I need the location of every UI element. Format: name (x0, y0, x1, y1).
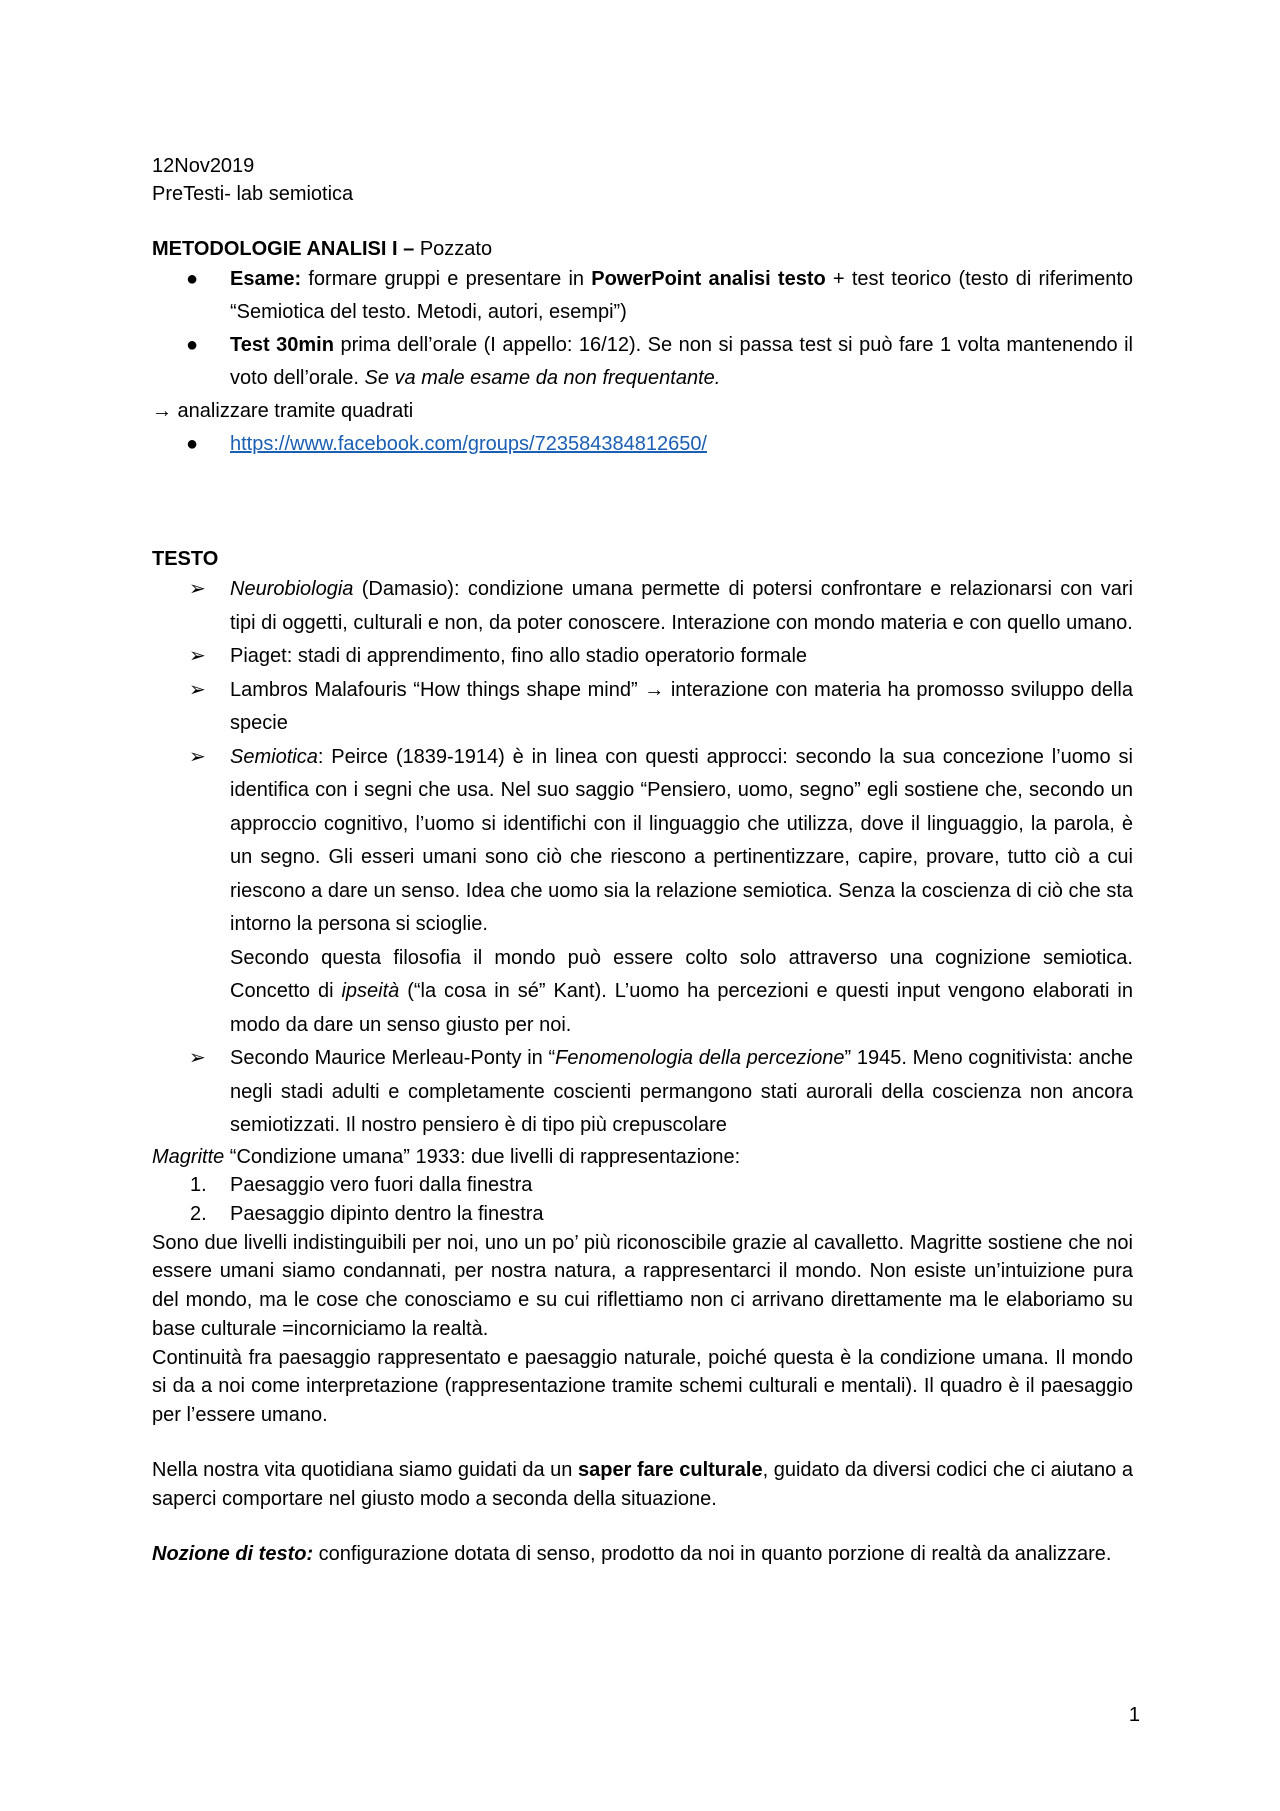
text-run: → analizzare tramite quadrati (152, 400, 414, 422)
numbered-item (152, 1200, 1133, 1229)
magritte-intro (152, 1143, 1133, 1171)
italic-text: ipseità (341, 980, 400, 1002)
text-run: prima dell’orale (I appello: 16/12). Se non si passa test si può fare 1 volta mantenendo il voto dell’orale. (230, 334, 1133, 389)
testo-bullet-item (152, 640, 1133, 674)
facebook-group-link[interactable]: https://www.facebook.com/groups/723584384812650/ (230, 433, 707, 455)
exam-bullet-item (152, 329, 1133, 395)
bullet-icon: ● (186, 334, 199, 356)
nozione-di-testo-paragraph (152, 1540, 1133, 1569)
text-run: formare gruppi e presentare in (301, 268, 592, 290)
list-number: 2. (190, 1202, 207, 1225)
text-run: Paesaggio dipinto dentro la finestra (230, 1202, 544, 1225)
magritte-paragraph-2 (152, 1344, 1133, 1430)
italic-text: Fenomenologia della percezione (555, 1047, 845, 1069)
bold-text: METODOLOGIE ANALISI I – (152, 238, 420, 260)
text-run: Secondo Maurice Merleau-Ponty in “ (230, 1047, 556, 1069)
text-run: (Damasio): condizione umana permette di potersi confrontare e relazionarsi con vari tipi di oggetti, culturali e non, da poter conoscere. Interazione con mondo materia e con quello umano. (230, 578, 1133, 634)
text-run: “Condizione umana” 1933: due livelli di rappresentazione: (224, 1145, 741, 1168)
text-run: Pozzato (419, 238, 493, 260)
section-title-metodologie (152, 235, 1133, 263)
text-run: ” 1945. Meno cognitivista: anche negli stadi adulti e completamente coscienti permangono stati aurorali della coscienza non ancora semiotizzati. Il nostro pensiero è di tipo più crepuscolare (230, 1047, 1133, 1136)
testo-bullet-list (152, 573, 1133, 1143)
exam-bullet-item (152, 263, 1133, 329)
text-run: (“la cosa in sé” Kant). L’uomo ha percezioni e questi input vengono elaborati in modo da dare un senso giusto per noi. (230, 980, 1133, 1036)
testo-bullet-item (152, 741, 1133, 1043)
arrow-bullet-icon: ➢ (189, 578, 206, 600)
saper-fare-paragraph (152, 1456, 1133, 1514)
italic-text: Magritte (152, 1145, 225, 1168)
section-title-testo (152, 545, 1133, 573)
testo-bullet-item (152, 674, 1133, 741)
italic-text: Se va male esame da non frequentante. (364, 367, 721, 389)
date-line: 12Nov2019 (152, 155, 255, 177)
text-run: + test teorico (testo di riferimento “Semiotica del testo. Metodi, autori, esempi”) (230, 268, 1133, 323)
text-run: Sono due livelli indistinguibili per noi, uno un po’ più riconoscibile grazie al cavalletto. Magritte sostiene che noi essere umani siamo condannati, per nostra natura, a rappresentarci il mondo. Non esiste un’intuizione pura del mondo, ma le cose che conosciamo e su cui riflettiamo non ci arrivano direttamente ma le elaboriamo su base culturale =incorniciamo la realtà. (152, 1231, 1133, 1340)
arrow-note (152, 395, 1133, 428)
magritte-paragraph-1 (152, 1229, 1133, 1344)
page-number: 1 (1128, 1704, 1140, 1726)
numbered-item (152, 1171, 1133, 1200)
link-bullet-list (152, 428, 1133, 461)
italic-text: Neurobiologia (230, 578, 354, 600)
list-number: 1. (190, 1173, 207, 1196)
link-bullet-item (152, 428, 1133, 461)
italic-text: Semiotica (230, 745, 318, 768)
bold-text: PowerPoint analisi testo (591, 268, 826, 290)
bullet-continuation (230, 942, 1133, 1043)
exam-bullet-list (152, 263, 1133, 395)
text-run: Continuità fra paesaggio rappresentato e paesaggio naturale, poiché questa è la condizione umana. Il mondo si da a noi come interpretazione (rappresentazione tramite schemi culturali e mentali). Il quadro è il paesaggio per l’essere umano. (152, 1346, 1133, 1427)
page-content (152, 152, 1133, 1568)
testo-bullet-item (152, 573, 1133, 640)
text-run: Secondo questa filosofia il mondo può essere colto solo attraverso una cognizione semiotica. Concetto di (230, 946, 1133, 1002)
bullet-icon: ● (186, 433, 199, 455)
text-run: Nella nostra vita quotidiana siamo guidati da un (152, 1459, 579, 1482)
arrow-bullet-icon: ➢ (189, 678, 206, 701)
arrow-bullet-icon: ➢ (189, 1047, 206, 1069)
bold-text: Esame: (230, 268, 302, 290)
bullet-icon: ● (186, 268, 199, 290)
bold-text: Test 30min (230, 334, 334, 356)
testo-bullet-item (152, 1042, 1133, 1143)
text-run: Lambros Malafouris “How things shape mind” → interazione con materia ha promosso sviluppo della specie (230, 678, 1133, 734)
arrow-bullet-icon: ➢ (189, 745, 206, 768)
text-run: : Peirce (1839-1914) è in linea con questi approcci: secondo la sua concezione l’uomo si identifica con i segni che usa. Nel suo saggio “Pensiero, uomo, segno” egli sostiene che, secondo un approccio cognitivo, l’uomo si identifichi con il linguaggio che utilizza, dove il linguaggio, la parola, è un segno. Gli esseri umani sono ciò che riescono a pertinentizzare, capire, provare, tutto ciò a cui riescono a dare un senso. Idea che uomo sia la relazione semiotica. Senza la coscienza di ciò che sta intorno la persona si scioglie. (230, 745, 1133, 935)
magritte-numbered-list (152, 1171, 1133, 1229)
text-run: , guidato da diversi codici che ci aiutano a saperci comportare nel giusto modo a seconda della situazione. (152, 1459, 1133, 1510)
bold-text: saper fare culturale (578, 1459, 763, 1482)
arrow-bullet-icon: ➢ (189, 645, 206, 667)
bold-text: TESTO (152, 548, 219, 570)
text-run: Piaget: stadi di apprendimento, fino allo stadio operatorio formale (230, 645, 808, 667)
text-run: Paesaggio vero fuori dalla finestra (230, 1173, 533, 1196)
course-line: PreTesti- lab semiotica (152, 183, 354, 205)
bold-italic-text: Nozione di testo: (152, 1542, 314, 1565)
text-run: configurazione dotata di senso, prodotto da noi in quanto porzione di realtà da analizzare. (313, 1542, 1112, 1565)
